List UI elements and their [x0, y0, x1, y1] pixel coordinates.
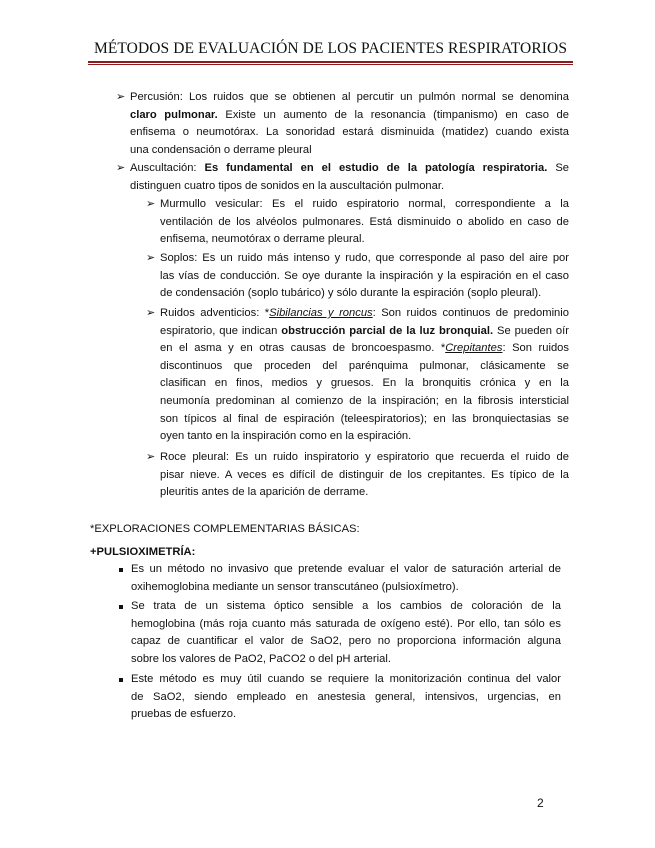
- page-header-title: MÉTODOS DE EVALUACIÓN DE LOS PACIENTES RESPIRATORIOS: [93, 40, 568, 57]
- paragraph-pulsi-2: [131, 598, 561, 668]
- text-line: una condensación o derrame pleural: [130, 143, 312, 156]
- paragraph-auscultacion: [130, 160, 569, 195]
- text-line: Murmullo vesicular: Es el ruido espiratorio normal, correspondiente a la: [160, 198, 569, 210]
- text-line: pisar nieve. A veces es difícil de distinguir de los crepitantes. Es típico de la: [160, 468, 569, 481]
- text-line: claro pulmonar. Existe un aumento de la resonancia (timpanismo) en caso de: [130, 108, 569, 121]
- text-line: capaz de cuantificar el valor de SaO2, pero no proporciona información alguna: [131, 635, 561, 648]
- paragraph-pulsi-1: [131, 561, 561, 596]
- arrow-bullet-icon: ➢: [116, 91, 126, 103]
- text-line: son típicos al final de espiración (teleespiratorios); en las bronquiectasias se: [160, 412, 569, 425]
- section-title-pulsioximetria: +PULSIOXIMETRÍA:: [90, 546, 196, 558]
- text-line: Ruidos adventicios: *Sibilancias y roncus: Son ruidos continuos de predominio: [160, 307, 569, 319]
- text-line: Roce pleural: Es un ruido inspiratorio y espiratorio que recuerda el ruido de: [160, 451, 569, 463]
- square-bullet-icon: [119, 568, 123, 572]
- paragraph-adventicios: [160, 305, 569, 446]
- paragraph-pulsi-3: [131, 671, 561, 724]
- arrow-bullet-icon: ➢: [146, 307, 156, 319]
- text-line: oyen tanto en la inspiración como en la espiración.: [160, 430, 412, 443]
- paragraph-soplos: [160, 250, 569, 303]
- text-line: de SaO2, siendo empleado en anestesia general, intensivos, urgencias, en: [131, 690, 561, 703]
- section-title-exploraciones: *EXPLORACIONES COMPLEMENTARIAS BÁSICAS:: [90, 523, 360, 535]
- text-line: discontinuos que proceden del parénquima pulmonar, clásicamente se: [160, 359, 569, 372]
- paragraph-percusion: [130, 89, 569, 159]
- text-line: Auscultación: Es fundamental en el estudio de la patología respiratoria. Se: [130, 162, 570, 174]
- paragraph-roce: [160, 449, 569, 502]
- text-line: Soplos: Es un ruido más intenso y rudo, que corresponde al paso del aire por: [160, 252, 569, 264]
- square-bullet-icon: [119, 678, 123, 682]
- header-rule-thick: [88, 61, 573, 63]
- page-number: 2: [537, 796, 544, 810]
- paragraph-murmullo: [160, 196, 569, 249]
- text-line: oxihemoglobina mediante un sensor transcutáneo (pulsioxímetro).: [131, 580, 459, 593]
- text-line: neumonía predominan al comienzo de la inspiración; en la fibrosis intersticial: [160, 394, 569, 407]
- text-line: hemoglobina (más roja cuanto más saturada de oxígeno esté). Por ello, tan sólo es: [131, 617, 561, 630]
- text-line: las vías de conducción. Se oye durante la inspiración y la espiración en el caso: [160, 269, 569, 282]
- text-line: en el asma y en otras causas de broncoespasmo. *Crepitantes: Son ruidos: [160, 342, 569, 355]
- text-line: enfisema, neumotórax o derrame pleural.: [160, 233, 365, 246]
- text-line: Percusión: Los ruidos que se obtienen al percutir un pulmón normal se denomina: [130, 91, 569, 103]
- header-rule-thin: [88, 64, 573, 65]
- arrow-bullet-icon: ➢: [146, 252, 156, 264]
- text-line: enfisema o neumotórax. La sonoridad estará disminuida (matidez) cuando exista: [130, 126, 569, 139]
- text-line: de condensación (soplo tubárico) y sólo durante la espiración (soplo pleural).: [160, 287, 542, 300]
- text-line: clasifican en finos, medios y gruesos. En la bronquitis crónica y en la: [160, 377, 569, 390]
- text-line: sobre los valores de PaO2, PaCO2 o del pH arterial.: [131, 652, 391, 665]
- arrow-bullet-icon: ➢: [146, 451, 156, 463]
- arrow-bullet-icon: ➢: [116, 162, 126, 174]
- text-line: Este método es muy útil cuando se requiere la monitorización continua del valor: [131, 673, 561, 685]
- text-line: ventilación de los alvéolos pulmonares. Está disminuido o abolido en caso de: [160, 215, 569, 228]
- text-line: pleuritis antes de la aparición de derrame.: [160, 486, 369, 499]
- text-line: Se trata de un sistema óptico sensible a los cambios de coloración de la: [131, 600, 561, 612]
- text-line: espiratorio, que indican obstrucción parcial de la luz bronquial. Se pueden oír: [160, 324, 569, 337]
- text-line: pruebas de esfuerzo.: [131, 708, 237, 721]
- arrow-bullet-icon: ➢: [146, 198, 156, 210]
- text-line: Es un método no invasivo que pretende evaluar el valor de saturación arterial de: [131, 563, 561, 575]
- text-line: distinguen cuatro tipos de sonidos en la auscultación pulmonar.: [130, 179, 445, 192]
- square-bullet-icon: [119, 605, 123, 609]
